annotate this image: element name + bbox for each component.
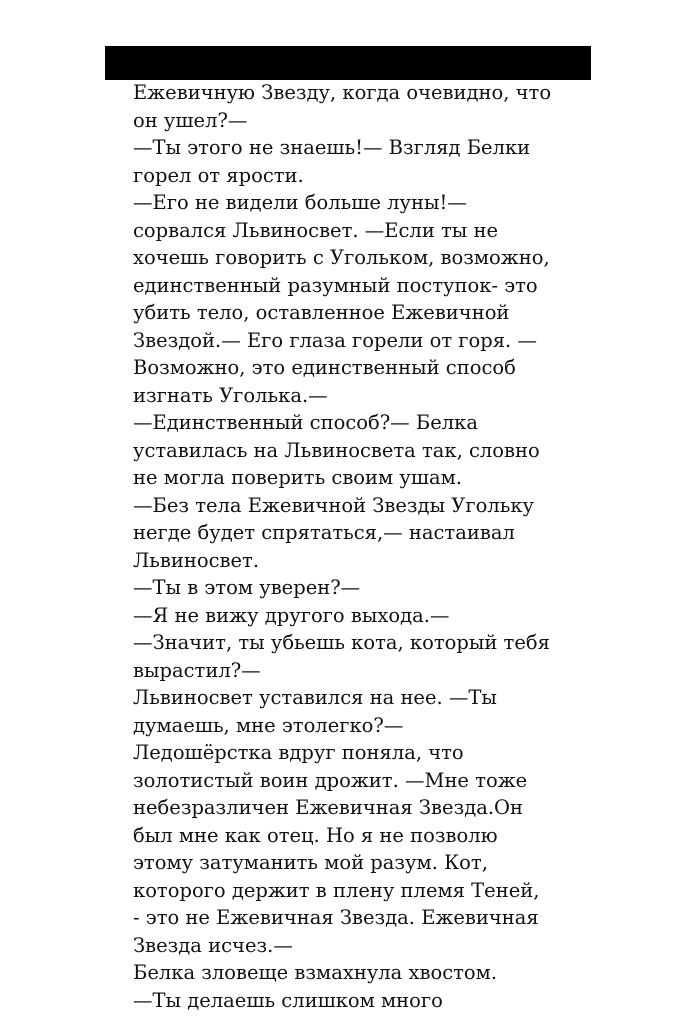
text-line: Ледошёрстка вдруг поняла, что <box>133 741 464 764</box>
text-line: был мне как отец. Но я не позволю <box>133 823 498 847</box>
text-line: которого держит в плену племя Теней, <box>133 878 540 902</box>
text-line: не могла поверить своим ушам. <box>133 466 463 489</box>
text-line: уставилась на Львиносвета так, словно <box>133 438 540 462</box>
text-line: Белка зловеще взмахнула хвостом. <box>133 961 498 984</box>
text-line: —Ты этого не знаешь!— Взгляд Белки <box>133 136 531 159</box>
text-line: Звезда исчез.— <box>133 933 293 957</box>
text-line: Звездой.— Его глаза горели от горя. — <box>133 328 537 352</box>
text-line: —Значит, ты убьешь кота, который тебя <box>133 631 550 654</box>
text-line: Ежевичную Звезду, когда очевидно, что <box>133 81 552 104</box>
text-line: золотистый воин дрожит. —Мне тоже <box>133 768 528 792</box>
text-line: горел от ярости. <box>133 163 304 187</box>
text-line: сорвался Львиносвет. —Если ты не <box>133 218 499 242</box>
text-line: вырастил?— <box>133 658 261 682</box>
text-line: единственный разумный поступок- это <box>133 273 538 297</box>
text-line: Львиносвет. <box>133 548 260 572</box>
text-line: изгнать Уголька.— <box>133 383 328 407</box>
text-line: этому затуманить мой разум. Кот, <box>133 851 488 874</box>
text-line: негде будет спрятаться,— настаивал <box>133 521 515 544</box>
text-line: думаешь, мне этолегко?— <box>133 713 404 737</box>
text-line: небезразличен Ежевичная Звезда.Он <box>133 796 524 819</box>
text-line: Возможно, это единственный способ <box>133 356 516 379</box>
text-line: —Единственный способ?— Белка <box>133 411 478 434</box>
redaction-bar <box>105 46 591 80</box>
page-text <box>133 79 593 1014</box>
text-line: Львиносвет уставился на нее. —Ты <box>133 686 497 709</box>
text-line: - это не Ежевичная Звезда. Ежевичная <box>133 906 539 929</box>
text-line: —Без тела Ежевичной Звезды Угольку <box>133 493 534 517</box>
text-line: хочешь говорить с Угольком, возможно, <box>133 246 550 269</box>
text-line: —Ты делаешь слишком много <box>133 988 443 1012</box>
text-line: —Ты в этом уверен?— <box>133 576 361 599</box>
text-line: убить тело, оставленное Ежевичной <box>133 301 510 324</box>
text-line: он ушел?— <box>133 108 248 132</box>
text-line: —Я не вижу другого выхода.— <box>133 603 450 627</box>
text-line: —Его не видели больше луны!— <box>133 191 467 214</box>
